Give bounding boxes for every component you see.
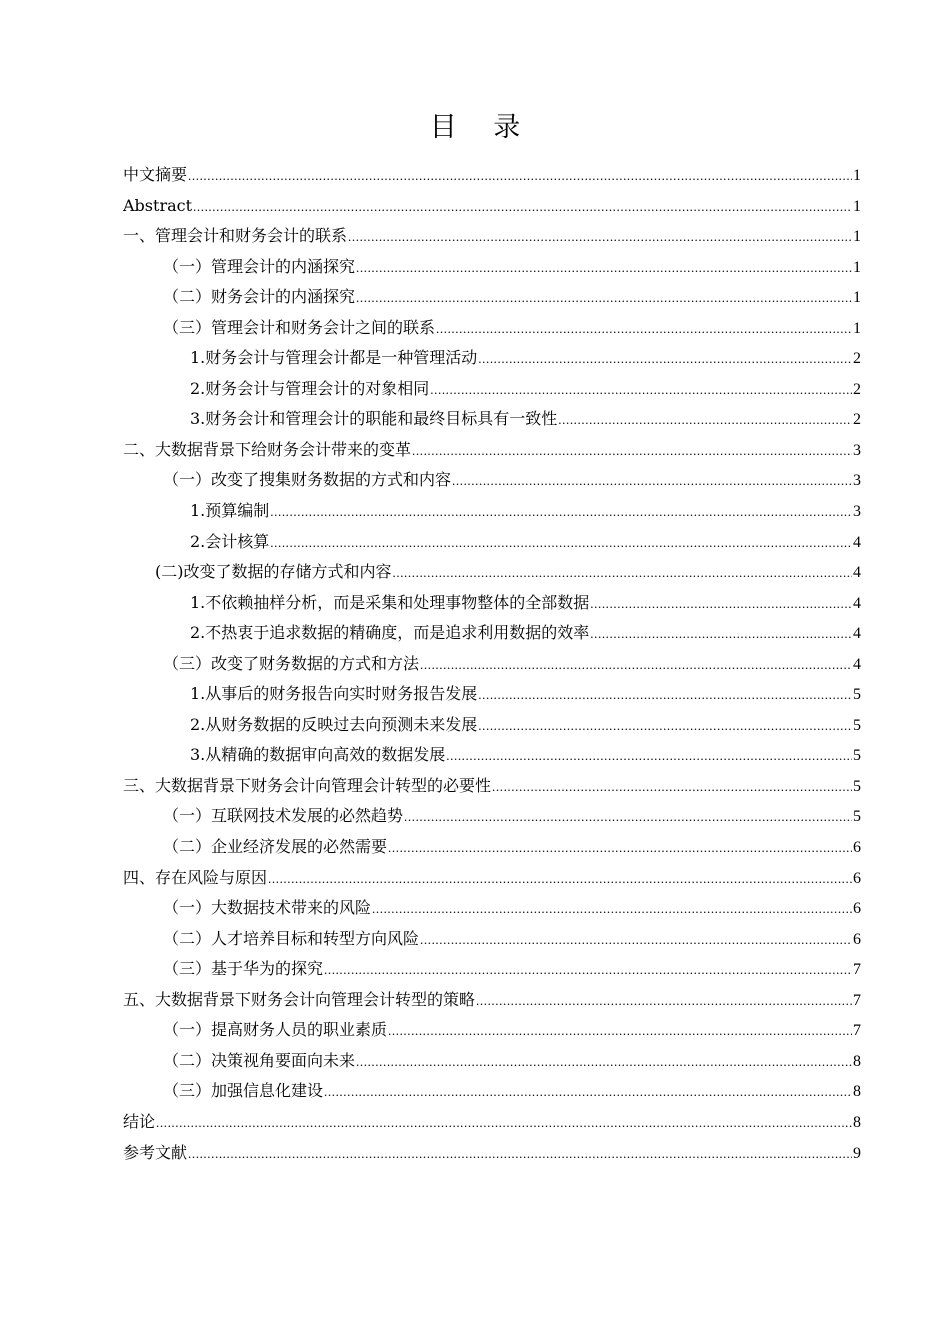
toc-dot-leader [356, 283, 852, 313]
toc-dot-leader [420, 650, 852, 680]
toc-entry-title: 四、存在风险与原因 [123, 867, 268, 887]
toc-entry-title: 2.会计核算 [190, 531, 270, 551]
page-title: 目 录 [429, 112, 535, 143]
toc-entry[interactable] [123, 374, 861, 405]
toc-page-number: 4 [853, 533, 861, 551]
toc-page-number: 5 [853, 716, 861, 734]
toc-entry[interactable] [123, 588, 861, 619]
toc-dot-leader [492, 772, 852, 802]
toc-entry-title: 二、大数据背景下给财务会计带来的变革 [123, 439, 412, 459]
toc-entry-title: 3.从精确的数据审向高效的数据发展 [190, 745, 446, 765]
toc-entry-title: （二）决策视角要面向未来 [163, 1050, 356, 1070]
toc-page-number: 7 [853, 961, 861, 979]
toc-entry-title: 3.财务会计和管理会计的职能和最终目标具有一致性 [190, 409, 558, 429]
toc-entry-title: （一）大数据技术带来的风险 [163, 898, 372, 918]
toc-dot-leader [393, 558, 853, 588]
toc-entry-title: （一）改变了搜集财务数据的方式和内容 [163, 470, 452, 490]
toc-dot-leader [412, 436, 852, 466]
toc-entry[interactable] [123, 191, 861, 222]
toc-dot-leader [268, 864, 852, 894]
toc-entry-title: （一）提高财务人员的职业素质 [163, 1020, 388, 1040]
toc-entry-title: 中文摘要 [123, 165, 188, 184]
toc-entry[interactable] [123, 557, 861, 588]
toc-page-number: 6 [853, 869, 861, 887]
toc-page-number: 8 [853, 1113, 861, 1131]
toc-page-number: 4 [853, 594, 861, 612]
toc-page-number: 3 [853, 503, 861, 521]
toc-page-number: 1 [853, 258, 861, 276]
toc-entry-title: 1.不依赖抽样分析，而是采集和处理事物整体的全部数据 [190, 592, 590, 612]
toc-entry[interactable] [123, 1046, 861, 1077]
toc-entry-title: 2.不热衷于追求数据的精确度，而是追求利用数据的效率 [190, 623, 590, 643]
toc-entry[interactable] [123, 649, 861, 680]
toc-entry[interactable] [123, 527, 861, 558]
toc-dot-leader [388, 833, 852, 863]
toc-entry-title: （二）人才培养目标和转型方向风险 [163, 928, 420, 948]
toc-dot-leader [188, 1139, 852, 1169]
toc-dot-leader [348, 222, 852, 252]
toc-entry[interactable] [123, 893, 861, 924]
toc-dot-leader [478, 680, 852, 710]
toc-dot-leader [188, 161, 852, 191]
table-of-contents [123, 160, 861, 1168]
toc-entry[interactable] [123, 985, 861, 1016]
toc-entry-title: 五、大数据背景下财务会计向管理会计转型的策略 [123, 989, 476, 1009]
toc-dot-leader [388, 1016, 852, 1046]
toc-entry[interactable] [123, 740, 861, 771]
toc-dot-leader [436, 314, 852, 344]
toc-page-number: 7 [853, 1022, 861, 1040]
toc-dot-leader [356, 253, 852, 283]
toc-entry-title: （三）改变了财务数据的方式和方法 [163, 653, 420, 673]
toc-dot-leader [478, 711, 852, 741]
toc-page-number: 9 [853, 1144, 861, 1162]
toc-page-number: 5 [853, 777, 861, 795]
toc-entry-title: （一）管理会计的内涵探究 [163, 256, 356, 276]
toc-page-number: 2 [853, 380, 861, 398]
toc-entry[interactable] [123, 1015, 861, 1046]
toc-page-number: 6 [853, 930, 861, 948]
toc-dot-leader [476, 986, 852, 1016]
toc-entry[interactable] [123, 282, 861, 313]
toc-entry[interactable] [123, 1138, 861, 1169]
toc-page-number: 4 [853, 564, 861, 582]
toc-dot-leader [193, 192, 852, 222]
toc-entry[interactable] [123, 832, 861, 863]
toc-dot-leader [430, 375, 852, 405]
toc-page-number: 4 [853, 655, 861, 673]
toc-entry-title: (二)改变了数据的存储方式和内容 [155, 562, 392, 582]
toc-entry-title: 一、管理会计和财务会计的联系 [123, 226, 348, 246]
toc-page-number: 7 [853, 991, 861, 1009]
toc-entry[interactable] [123, 618, 861, 649]
toc-entry-title: （三）管理会计和财务会计之间的联系 [163, 317, 436, 337]
toc-entry[interactable] [123, 801, 861, 832]
toc-entry[interactable] [123, 313, 861, 344]
toc-entry[interactable] [123, 1076, 861, 1107]
toc-dot-leader [356, 1047, 852, 1077]
toc-entry-title: 结论 [123, 1111, 156, 1131]
toc-entry[interactable] [123, 221, 861, 252]
toc-page-number: 4 [853, 625, 861, 643]
toc-dot-leader [270, 528, 852, 558]
toc-dot-leader [558, 405, 852, 435]
toc-dot-leader [324, 1077, 852, 1107]
toc-page-number: 5 [853, 747, 861, 765]
toc-entry-title: Abstract [123, 195, 193, 215]
toc-page-number: 1 [853, 319, 861, 337]
toc-dot-leader [446, 741, 852, 771]
toc-dot-leader [372, 894, 852, 924]
toc-entry[interactable] [123, 710, 861, 741]
toc-entry[interactable] [123, 252, 861, 283]
toc-dot-leader [590, 619, 852, 649]
toc-entry-title: （一）互联网技术发展的必然趋势 [163, 806, 404, 826]
toc-entry-title: 2.财务会计与管理会计的对象相同 [190, 378, 430, 398]
toc-page-number: 1 [853, 289, 861, 307]
toc-entry-title: 1.财务会计与管理会计都是一种管理活动 [190, 348, 478, 368]
toc-page-number: 8 [853, 1052, 861, 1070]
toc-dot-leader [590, 589, 852, 619]
toc-dot-leader [156, 1108, 852, 1138]
toc-dot-leader [270, 497, 852, 527]
toc-page-number: 3 [853, 472, 861, 490]
toc-entry[interactable] [123, 160, 861, 191]
toc-entry-title: （二）企业经济发展的必然需要 [163, 837, 388, 857]
toc-entry[interactable] [123, 679, 861, 710]
toc-entry[interactable] [123, 1107, 861, 1138]
toc-entry-title: 1.从事后的财务报告向实时财务报告发展 [190, 684, 478, 704]
toc-page-number: 5 [853, 808, 861, 826]
toc-entry-title: （二）财务会计的内涵探究 [163, 287, 356, 307]
toc-dot-leader [452, 466, 852, 496]
toc-entry[interactable] [123, 404, 861, 435]
toc-page-number: 8 [853, 1083, 861, 1101]
toc-page-number: 1 [853, 228, 861, 246]
toc-entry-title: （三）加强信息化建设 [163, 1081, 324, 1101]
toc-page-number: 6 [853, 900, 861, 918]
toc-page-number: 2 [853, 350, 861, 368]
toc-entry-title: 参考文献 [123, 1142, 188, 1162]
toc-page-number: 5 [853, 686, 861, 704]
toc-dot-leader [324, 955, 852, 985]
toc-entry[interactable] [123, 771, 861, 802]
toc-page-number: 3 [853, 441, 861, 459]
toc-entry[interactable] [123, 465, 861, 496]
toc-page-number: 2 [853, 411, 861, 429]
toc-entry[interactable] [123, 496, 861, 527]
toc-entry-title: （三）基于华为的探究 [163, 959, 324, 979]
toc-entry[interactable] [123, 924, 861, 955]
toc-entry-title: 1.预算编制 [190, 501, 270, 521]
toc-entry-title: 三、大数据背景下财务会计向管理会计转型的必要性 [123, 775, 492, 795]
toc-page-number: 1 [853, 197, 861, 215]
toc-dot-leader [478, 344, 852, 374]
toc-entry[interactable] [123, 343, 861, 374]
toc-entry[interactable] [123, 435, 861, 466]
toc-entry-title: 2.从财务数据的反映过去向预测未来发展 [190, 714, 478, 734]
toc-page-number: 6 [853, 839, 861, 857]
toc-entry[interactable] [123, 863, 861, 894]
toc-dot-leader [404, 802, 852, 832]
toc-entry[interactable] [123, 954, 861, 985]
toc-page-number: 1 [853, 167, 861, 184]
toc-dot-leader [420, 925, 852, 955]
